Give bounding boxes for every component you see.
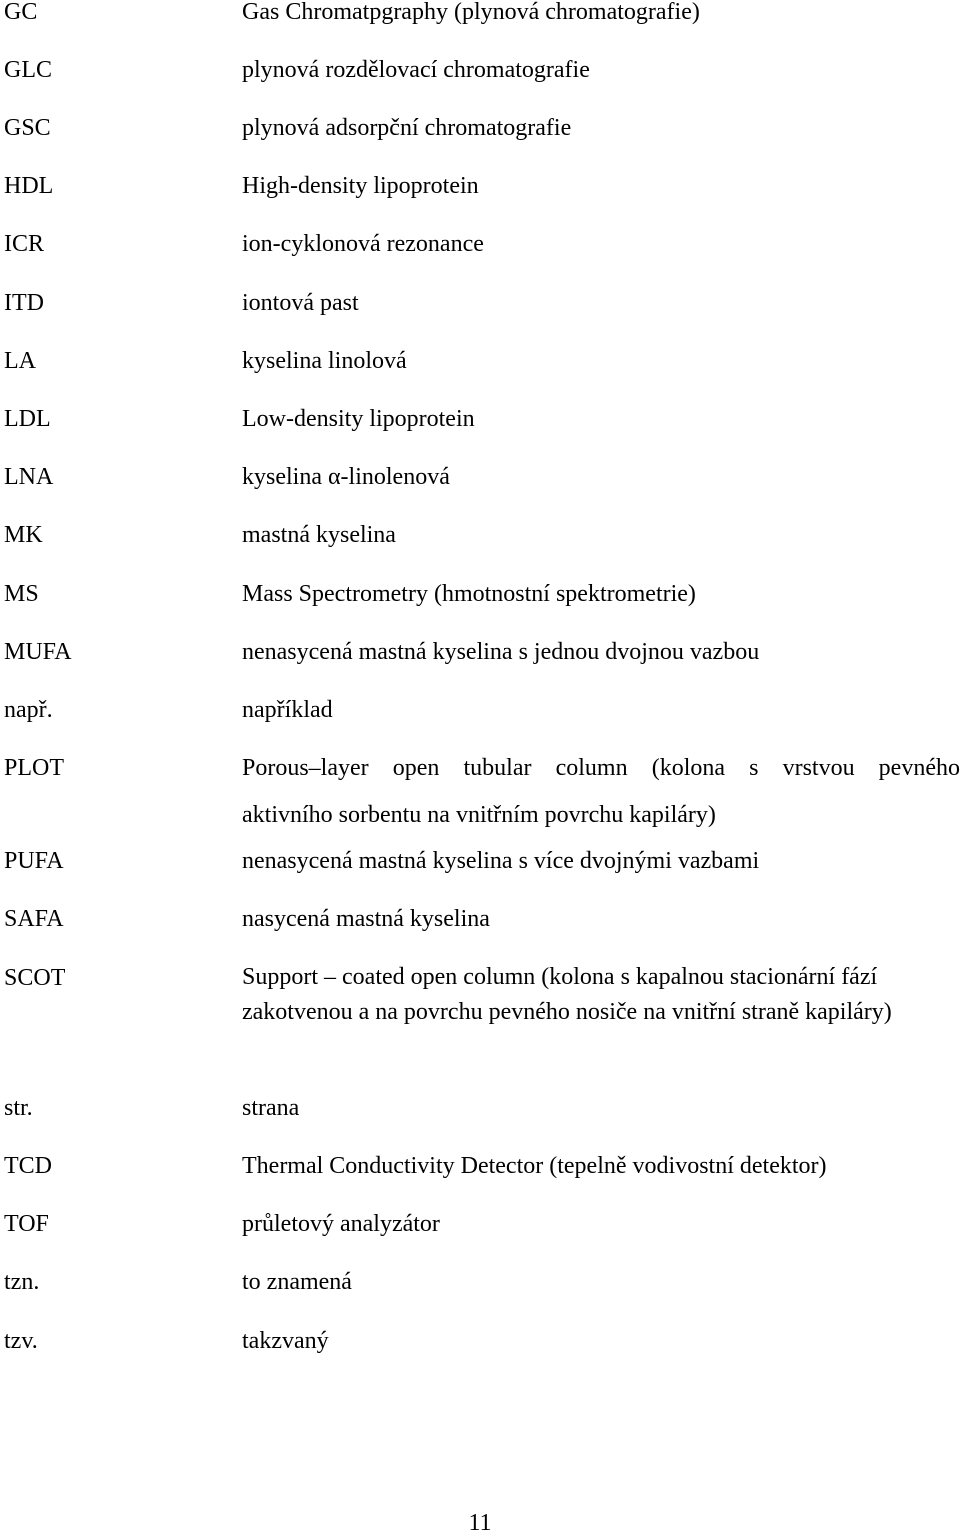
- def-napr: například: [242, 697, 333, 723]
- def-scot: Support – coated open column (kolona s kapalnou stacionární fází zakotvenou a na povrchu pevného nosiče na vnitřní straně kapiláry): [242, 964, 892, 1025]
- abbr-mufa: MUFA: [4, 639, 72, 665]
- abbr-ldl: LDL: [4, 406, 51, 432]
- abbr-tzv: tzv.: [4, 1328, 38, 1354]
- def-str: strana: [242, 1095, 300, 1121]
- def-ldl: Low-density lipoprotein: [242, 406, 475, 432]
- def-icr: ion-cyklonová rezonance: [242, 231, 484, 257]
- abbr-icr: ICR: [4, 231, 45, 257]
- abbr-safa: SAFA: [4, 906, 64, 932]
- abbr-gc: GC: [4, 0, 38, 25]
- abbr-scot: SCOT: [4, 965, 66, 991]
- abbr-tcd: TCD: [4, 1153, 52, 1179]
- def-lna: kyselina α-linolenová: [242, 464, 450, 490]
- abbr-ms: MS: [4, 581, 39, 607]
- abbr-napr: např.: [4, 697, 53, 723]
- def-tof: průletový analyzátor: [242, 1211, 440, 1237]
- def-glc: plynová rozdělovací chromatografie: [242, 57, 590, 83]
- abbr-hdl: HDL: [4, 173, 54, 199]
- def-hdl: High-density lipoprotein: [242, 173, 479, 199]
- abbr-pufa: PUFA: [4, 848, 64, 874]
- abbr-tof: TOF: [4, 1211, 49, 1237]
- def-safa: nasycená mastná kyselina: [242, 906, 490, 932]
- def-tzn: to znamená: [242, 1269, 352, 1295]
- def-plot-line-1: Porous–layer open tubular column (kolona s vrstvou pevného: [242, 755, 960, 781]
- def-mufa: nenasycená mastná kyselina s jednou dvojnou vazbou: [242, 639, 760, 665]
- abbr-plot: PLOT: [4, 755, 64, 781]
- abbr-lna: LNA: [4, 464, 54, 490]
- abbr-itd: ITD: [4, 290, 44, 316]
- def-mk: mastná kyselina: [242, 522, 396, 548]
- def-ms: Mass Spectrometry (hmotnostní spektrometrie): [242, 581, 696, 607]
- abbr-la: LA: [4, 348, 36, 374]
- def-itd: iontová past: [242, 290, 359, 316]
- abbr-gsc: GSC: [4, 115, 51, 141]
- abbr-mk: MK: [4, 522, 43, 548]
- def-pufa: nenasycená mastná kyselina s více dvojnými vazbami: [242, 848, 760, 874]
- page-number: 11: [468, 1510, 492, 1536]
- def-gsc: plynová adsorpční chromatografie: [242, 115, 572, 141]
- abbr-glc: GLC: [4, 57, 52, 83]
- abbr-tzn: tzn.: [4, 1269, 40, 1295]
- def-gc: Gas Chromatpgraphy (plynová chromatografie): [242, 0, 700, 25]
- abbr-str: str.: [4, 1095, 33, 1121]
- def-tzv: takzvaný: [242, 1328, 329, 1354]
- def-tcd: Thermal Conductivity Detector (tepelně vodivostní detektor): [242, 1153, 827, 1179]
- def-plot-line-2: aktivního sorbentu na vnitřním povrchu kapiláry): [242, 802, 716, 828]
- def-la: kyselina linolová: [242, 348, 407, 374]
